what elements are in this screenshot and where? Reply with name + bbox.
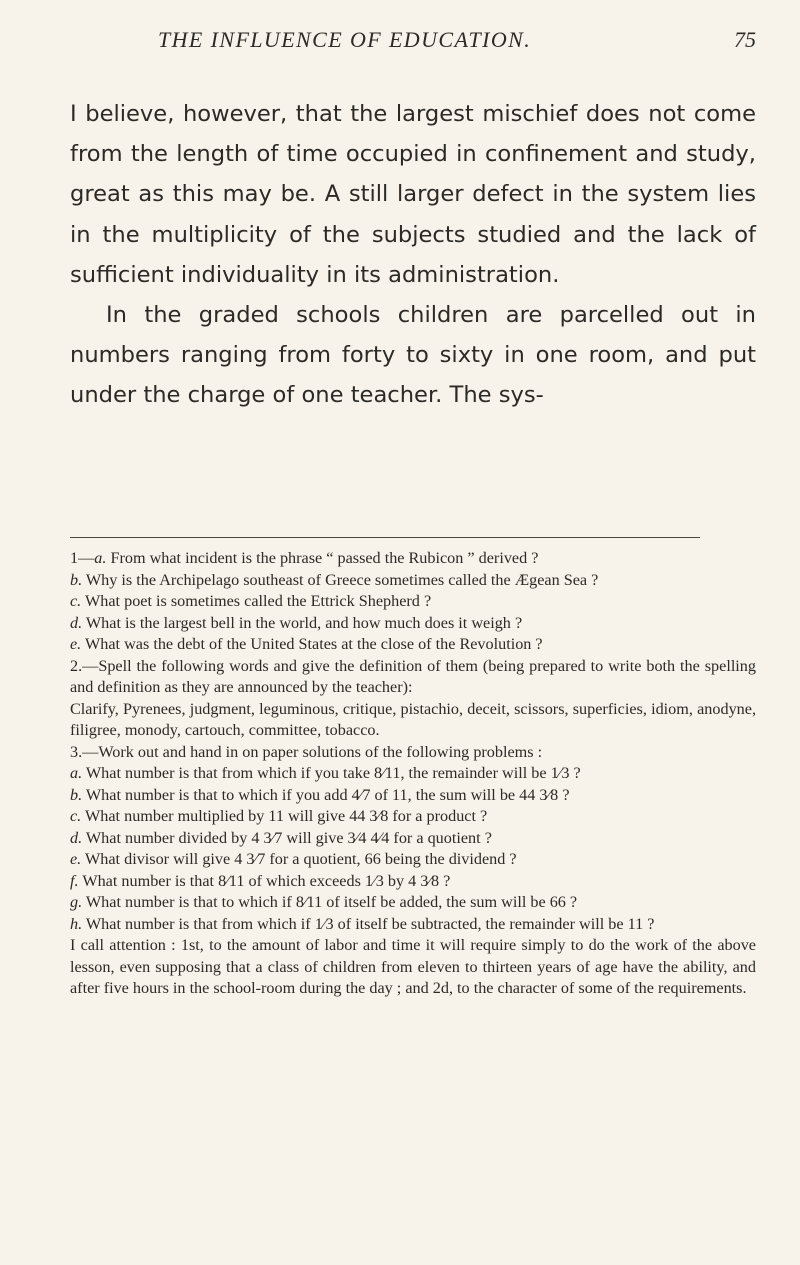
question-3h-label: h. [70,914,83,933]
question-3f-text: What number is that 8⁄11 of which exceeds 1⁄3 by 4 3⁄8 ? [82,871,451,890]
question-1c-text: What poet is sometimes called the Ettrick Shepherd ? [85,592,432,610]
question-3a-label: a. [70,764,83,782]
question-1c-label: c. [70,592,82,610]
body-paragraph-2: In the graded schools children are parcelled out in numbers ranging from forty to sixty in one room, and put under the charge of one teacher. The sys- [70,302,756,409]
question-3g-label: g. [70,893,83,911]
question-3c-label: c. [70,807,82,825]
question-3d [70,828,756,850]
question-1b-label: b. [70,570,83,589]
question-1a [70,548,756,570]
question-3g-text: What number is that to which if 8⁄11 of itself be added, the sum will be 66 ? [85,893,578,911]
closing-paragraph: I call attention : 1st, to the amount of labor and time it will require simply to do the work of the above lesson, even supposing that a class of children from eleven to thirteen years of age have the ability, and after five hours in the school-room during the day ; and 2d, to the character of some of the requirements. [70,936,756,997]
question-3d-label: d. [70,828,83,847]
question-2-words: Clarify, Pyrenees, judgment, leguminous, critique, pistachio, deceit, scissors, superficies, idiom, anodyne, filigree, monody, cartouch, committee, tobacco. [70,699,756,739]
question-1-number: 1— [70,549,95,567]
question-1e-text: What was the debt of the United States at the close of the Revolution ? [85,635,543,653]
question-3c-text: What number multiplied by 11 will give 44 3⁄8 for a product ? [85,807,488,825]
question-1c [70,591,756,613]
question-3f [70,871,756,893]
question-3h-text: What number is that from which if 1⁄3 of itself be subtracted, the remainder will be 11 ? [85,914,655,933]
question-1a-text: From what incident is the phrase “ passed the Rubicon ” derived ? [110,549,539,567]
question-1e-label: e. [70,635,82,653]
question-1d-text: What is the largest bell in the world, and how much does it weigh ? [85,613,523,632]
question-3f-label: f. [70,871,79,890]
question-3g [70,892,756,914]
question-3e-text: What divisor will give 4 3⁄7 for a quotient, 66 being the dividend ? [85,850,517,868]
question-3a-text: What number is that from which if you take 8⁄11, the remainder will be 1⁄3 ? [85,764,581,782]
question-1e [70,634,756,656]
question-3b-label: b. [70,785,83,804]
question-3c [70,806,756,828]
body-text [70,94,756,416]
running-head [70,27,756,57]
footnote-questions [70,548,756,1000]
question-1d [70,613,756,635]
question-3d-text: What number divided by 4 3⁄7 will give 3⁄4 4⁄4 for a quotient ? [85,828,492,847]
question-3h [70,914,756,936]
question-1b [70,570,756,592]
question-1d-label: d. [70,613,83,632]
page-number: 75 [734,27,756,52]
question-3e-label: e. [70,850,82,868]
question-1a-label: a. [94,549,107,567]
question-1b-text: Why is the Archipelago southeast of Greece sometimes called the Ægean Sea ? [85,570,599,589]
question-3b-text: What number is that to which if you add 4⁄7 of 11, the sum will be 44 3⁄8 ? [85,785,570,804]
question-3b [70,785,756,807]
question-2: 2.—Spell the following words and give the definition of them (being prepared to write both the spelling and definition as they are announced by the teacher): [70,656,756,696]
running-title: THE INFLUENCE OF EDUCATION. [158,27,532,52]
body-paragraph-1: I believe, however, that the largest mischief does not come from the length of time occupied in confinement and study, great as this may be. A still larger defect in the system lies in the multiplicity of the subjects studied and the lack of sufficient individuality in its administration. [70,101,756,288]
question-3a [70,763,756,785]
question-3e [70,849,756,871]
footnote-rule [70,537,700,538]
question-3: 3.—Work out and hand in on paper solutions of the following problems : [70,742,543,761]
